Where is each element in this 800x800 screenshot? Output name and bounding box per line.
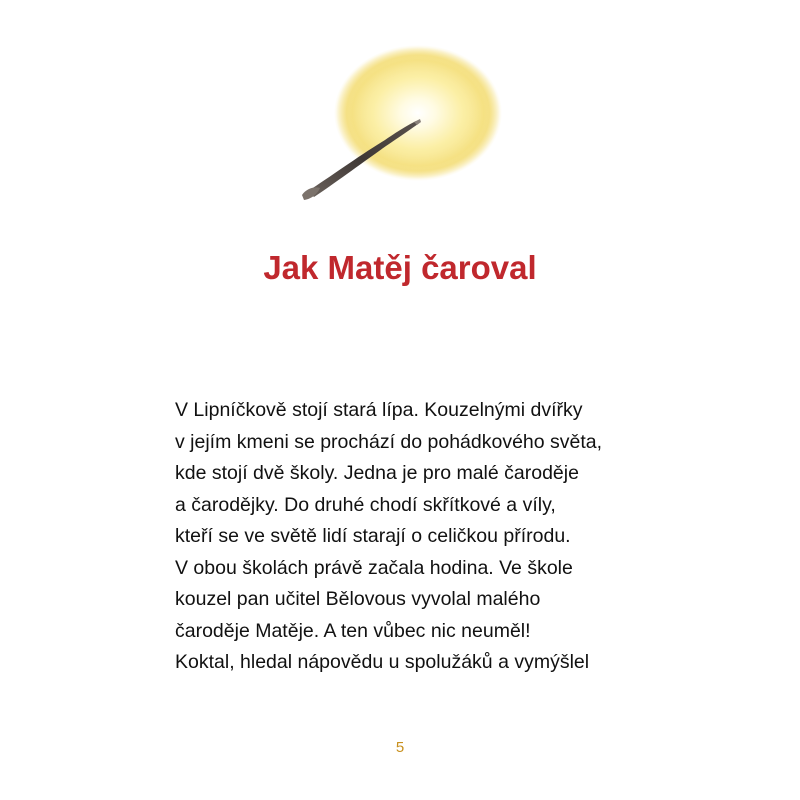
story-line: Koktal, hledal nápovědu u spolužáků a vymýšlel [175,651,590,673]
magic-wand-icon [290,45,520,215]
story-line: kouzel pan učitel Bělovous vyvolal malého [175,588,541,610]
story-line: a čarodějky. Do druhé chodí skřítkové a víly, [175,493,556,516]
story-line: kde stojí dvě školy. Jedna je pro malé čaroděje [175,462,579,484]
story-line: čaroděje Matěje. A ten vůbec nic neuměl! [175,619,531,642]
story-paragraph [175,395,675,679]
story-line: v jejím kmeni se prochází do pohádkového světa, [175,430,603,453]
page-number: 5 [395,739,405,756]
story-line: V Lipníčkově stojí stará lípa. Kouzelnými dvířky [175,399,583,421]
story-line: kteří se ve světě lidí starají o celičkou přírodu. [175,525,571,547]
story-line: V obou školách právě začala hodina. Ve škole [175,556,573,579]
chapter-title: Jak Matěj čaroval [263,249,537,287]
